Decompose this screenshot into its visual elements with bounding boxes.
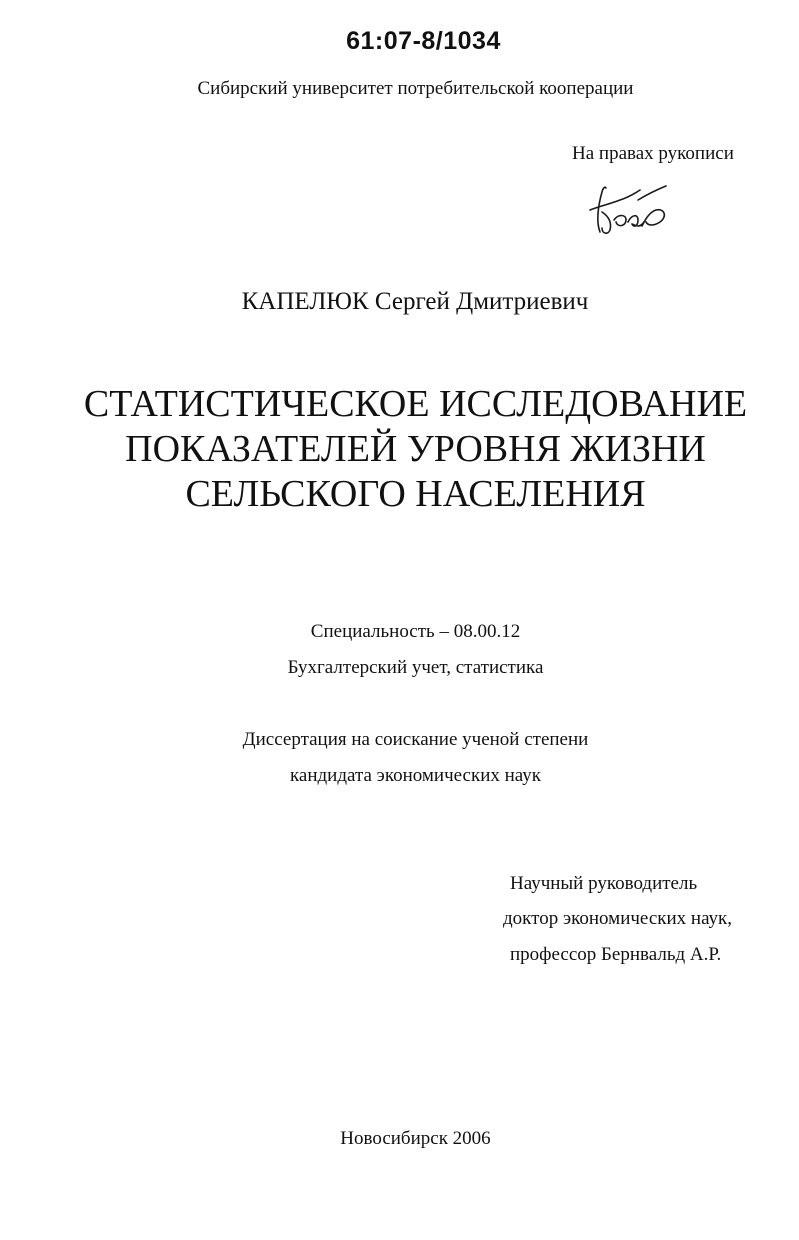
specialty-code: Специальность – 08.00.12 xyxy=(310,621,521,642)
author-name: КАПЕЛЮК Сергей Дмитриевич xyxy=(241,288,589,315)
university-name: Сибирский университет потребительской кооперации xyxy=(197,78,634,99)
title-line: ПОКАЗАТЕЛЕЙ УРОВНЯ ЖИЗНИ xyxy=(125,428,706,470)
title-line: СЕЛЬСКОГО НАСЕЛЕНИЯ xyxy=(185,473,646,515)
rights-note: На правах рукописи xyxy=(572,143,734,164)
dissertation-title xyxy=(16,382,799,517)
supervisor-degree: доктор экономических наук, xyxy=(503,908,733,929)
degree-line-2: кандидата экономических наук xyxy=(289,765,542,786)
registry-number: 61:07-8/1034 xyxy=(346,27,501,55)
supervisor-name: профессор Бернвальд А.Р. xyxy=(510,944,722,965)
handwritten-signature-icon xyxy=(586,182,672,238)
degree-line-1: Диссертация на соискание ученой степени xyxy=(242,729,589,750)
supervisor-label: Научный руководитель xyxy=(510,873,698,894)
title-line: СТАТИСТИЧЕСКОЕ ИССЛЕДОВАНИЕ xyxy=(83,383,748,425)
specialty-name: Бухгалтерский учет, статистика xyxy=(287,657,544,678)
city-year: Новосибирск 2006 xyxy=(340,1128,491,1149)
